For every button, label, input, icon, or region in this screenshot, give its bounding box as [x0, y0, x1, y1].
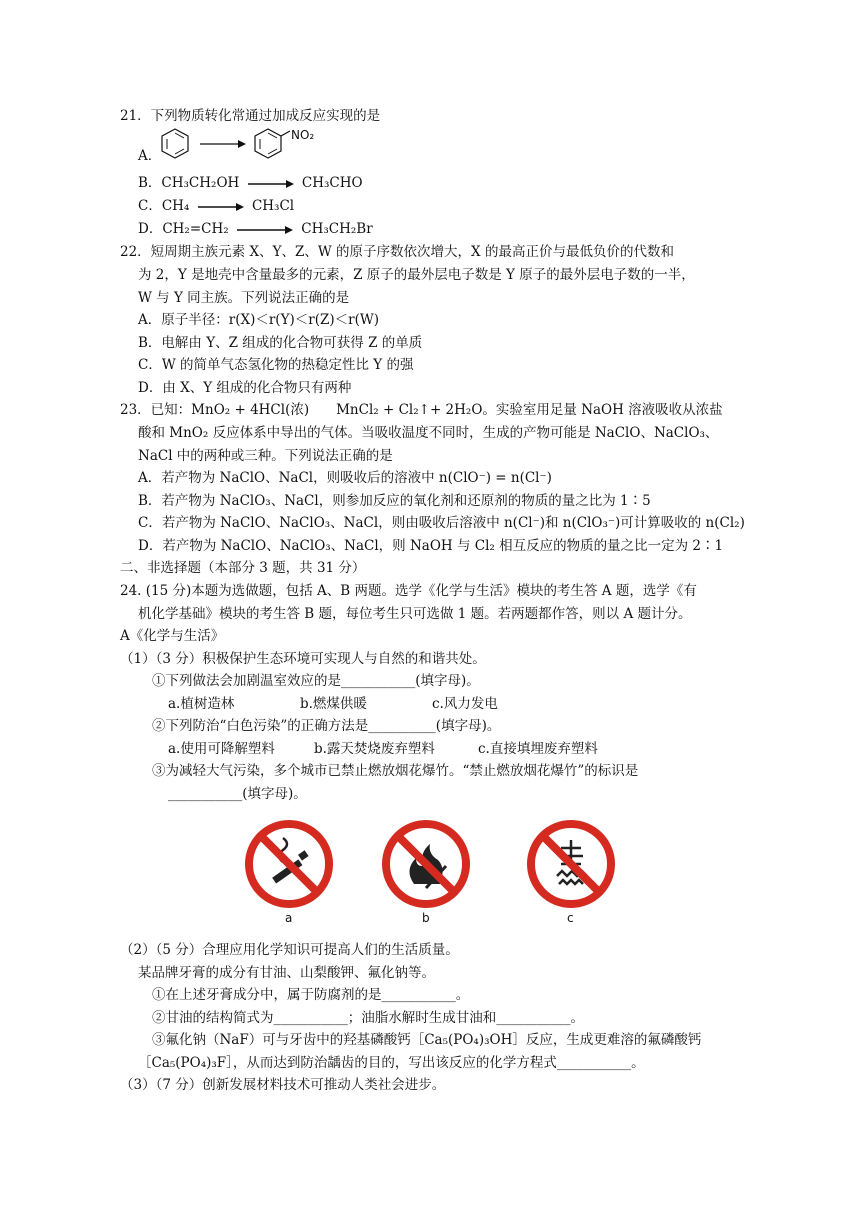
- q24-p1-heading: （1）（3 分）积极保护生态环境可实现人与自然的和谐共处。: [120, 651, 486, 667]
- q24-part-a-title: A《化学与生活》: [120, 628, 225, 644]
- q24-p1-q2-option-a[interactable]: a.使用可降解塑料: [168, 741, 275, 757]
- q21-b-product: CH₃CHO: [301, 175, 363, 191]
- sign-label-b: b: [422, 911, 430, 925]
- sign-label-a: a: [285, 911, 293, 925]
- q24-stem-line-1: 24. (15 分)本题为选做题，包括 A、B 两题。选学《化学与生活》模块的考生答 A 题，选学《有: [120, 583, 697, 599]
- q22-option-a[interactable]: A．原子半径：r(X)＜r(Y)＜r(Z)＜r(W): [138, 312, 379, 328]
- q23-stem-line-3: NaCl 中的两种或三种。下列说法正确的是: [138, 448, 393, 464]
- q24-p1-q3: ③为减轻大气污染，多个城市已禁止燃放烟花爆竹。“禁止燃放烟花爆竹”的标识是: [152, 763, 639, 779]
- q22-stem-line-2: 为 2，Y 是地壳中含量最多的元素，Z 原子的最外层电子数是 Y 原子的最外层电子数的一半，: [138, 267, 695, 283]
- q21-a-reaction-diagram: [160, 125, 330, 167]
- q23-option-a[interactable]: A．若产物为 NaClO、NaCl，则吸收后的溶液中 n(ClO⁻) = n(Cl⁻): [138, 470, 552, 486]
- q24-p1-q2-option-c[interactable]: c.直接填埋废弃塑料: [478, 741, 598, 757]
- q21-c-reactant: C．CH₄: [138, 198, 190, 214]
- reaction-arrow-icon: [248, 179, 294, 189]
- q24-p2-q3-tail: ［Ca₅(PO₄)₃F］，从而达到防治龋齿的目的，写出该反应的化学方程式___________。: [138, 1055, 645, 1071]
- q21-option-a[interactable]: [138, 146, 161, 166]
- q24-stem-line-2: 机化学基础》模块的考生答 B 题，每位考生只可选做 1 题。若两题都作答，则以 A 题计分。: [138, 606, 692, 622]
- q23-stem-line-2: 酸和 MnO₂ 反应体系中导出的气体。当吸收温度不同时，生成的产物可能是 NaClO、NaClO₃、: [138, 425, 719, 441]
- section-heading: 二、非选择题（本部分 3 题，共 31 分）: [120, 560, 366, 576]
- q21-b-reactant: B．CH₃CH₂OH: [138, 175, 240, 191]
- q23-option-d[interactable]: D．若产物为 NaClO、NaClO₃、NaCl，则 NaOH 与 Cl₂ 相互反应的物质的量之比一定为 2∶1: [138, 538, 724, 554]
- nitro-group-label: NO₂: [291, 128, 315, 142]
- no-smoking-sign-icon[interactable]: [243, 818, 335, 910]
- q21-option-c[interactable]: [138, 196, 294, 216]
- q24-p2-q3: ③氟化钠（NaF）可与牙齿中的羟基磷酸钙［Ca₅(PO₄)₃OH］反应，生成更难溶的氟磷酸钙: [152, 1032, 702, 1048]
- q22-stem-line-1: 22．短周期主族元素 X、Y、Z、W 的原子序数依次增大，X 的最高正价与最低负价的代数和: [120, 244, 674, 260]
- reaction-arrow-icon: [237, 225, 293, 235]
- q21-d-product: CH₃CH₂Br: [301, 221, 373, 237]
- q24-p1-q1-option-a[interactable]: a.植树造林: [168, 696, 235, 712]
- q24-p1-q1-option-b[interactable]: b.燃煤供暖: [300, 696, 367, 712]
- q22-option-b[interactable]: B．电解由 Y、Z 组成的化合物可获得 Z 的单质: [138, 335, 423, 351]
- q24-p3-heading: （3）（7 分）创新发展材料技术可推动人类社会进步。: [120, 1077, 446, 1093]
- q24-p1-q2-option-b[interactable]: b.露天焚烧废弃塑料: [314, 741, 435, 757]
- q22-option-d[interactable]: D．由 X、Y 组成的化合物只有两种: [138, 380, 352, 396]
- q21-option-b[interactable]: [138, 173, 363, 193]
- q24-p2-heading: （2）（5 分）合理应用化学知识可提高人们的生活质量。: [120, 942, 459, 958]
- q22-stem-line-3: W 与 Y 同主族。下列说法正确的是: [138, 290, 350, 306]
- q24-p2-q2: ②甘油的结构简式为___________；油脂水解时生成甘油和___________。: [152, 1010, 584, 1026]
- q24-p1-q1-option-c[interactable]: c.风力发电: [432, 696, 498, 712]
- q24-p1-q1: ①下列做法会加剧温室效应的是___________(填字母)。: [152, 673, 480, 689]
- q24-p2-q1: ①在上述牙膏成分中，属于防腐剂的是___________。: [152, 987, 470, 1003]
- no-fireworks-sign-icon[interactable]: [525, 818, 617, 910]
- q24-p1-q3-tail: ___________(填字母)。: [168, 786, 307, 802]
- sign-label-c: c: [567, 911, 574, 925]
- q24-p2-intro: 某品牌牙膏的成分有甘油、山梨酸钾、氟化钠等。: [138, 965, 435, 981]
- q23-option-b[interactable]: B．若产物为 NaClO₃、NaCl，则参加反应的氧化剂和还原剂的物质的量之比为 1∶5: [138, 493, 651, 509]
- q21-stem: 21．下列物质转化常通过加成反应实现的是: [120, 108, 381, 124]
- q23-option-c[interactable]: C．若产物为 NaClO、NaClO₃、NaCl，则由吸收后溶液中 n(Cl⁻)和 n(ClO₃⁻)可计算吸收的 n(Cl₂): [138, 515, 745, 531]
- q21-d-reactant: D．CH₂=CH₂: [138, 221, 229, 237]
- q22-option-c[interactable]: C．W 的简单气态氢化物的热稳定性比 Y 的强: [138, 357, 414, 373]
- no-fire-sign-icon[interactable]: [380, 818, 472, 910]
- q21-c-product: CH₃Cl: [251, 198, 295, 214]
- q23-stem-line-1: 23．已知：MnO₂ + 4HCl(浓) MnCl₂ + Cl₂↑+ 2H₂O。实验室用足量 NaOH 溶液吸收从浓盐: [120, 402, 723, 418]
- q21-option-d[interactable]: [138, 219, 373, 239]
- q24-p1-q2: ②下列防治“白色污染”的正确方法是__________(填字母)。: [152, 718, 501, 734]
- reaction-arrow-icon: [198, 202, 244, 212]
- q21-a-label: A．: [138, 148, 162, 164]
